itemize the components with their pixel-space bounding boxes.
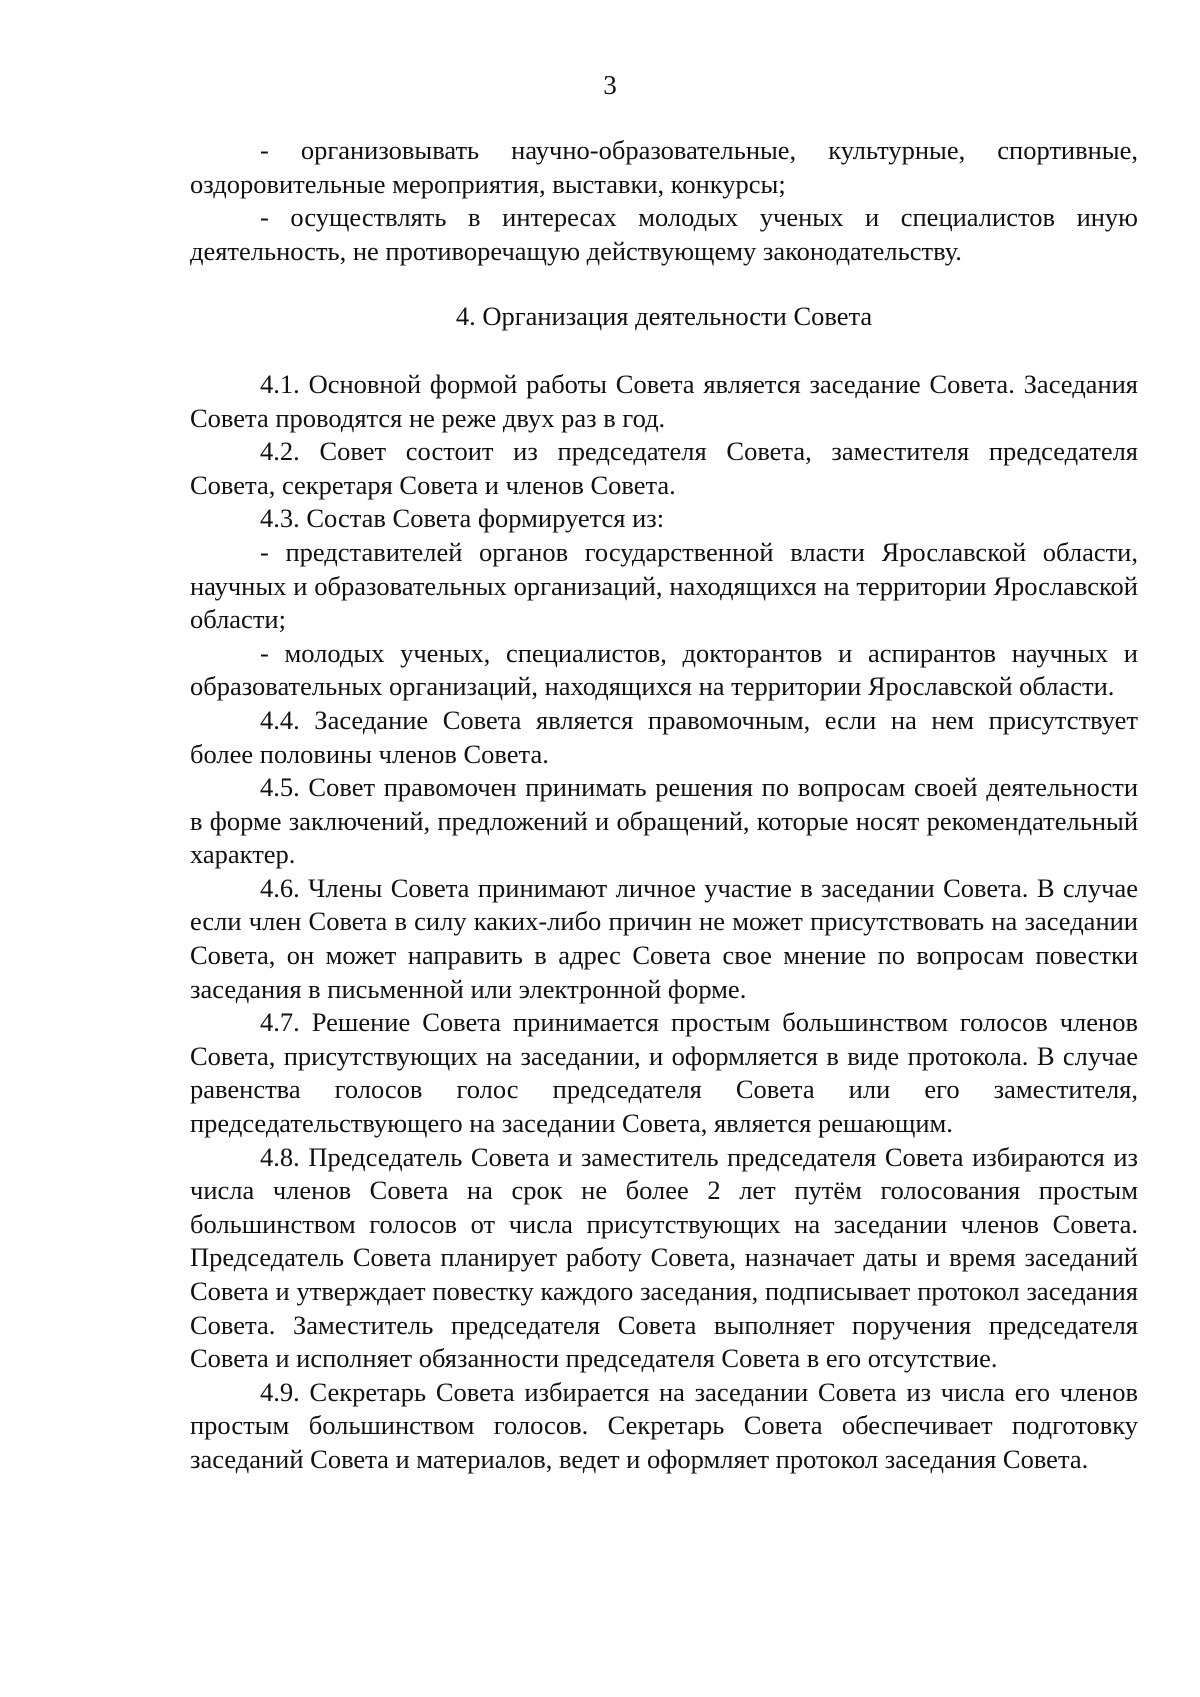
- paragraph-4-2: 4.2. Совет состоит из председателя Совета, заместителя председателя Совета, секретаря Совета и членов Совета.: [190, 436, 1138, 500]
- paragraph-4-4: 4.4. Заседание Совета является правомочным, если на нем присутствует более половины членов Совета.: [190, 704, 1138, 769]
- paragraph-4-3: 4.3. Состав Совета формируется из:: [260, 503, 665, 534]
- paragraph-intro-2: - осуществлять в интересах молодых ученых и специалистов иную деятельность, не противоречащую действующему законодательству.: [190, 202, 1138, 266]
- paragraph-4-3-item-2: - молодых ученых, специалистов, докторантов и аспирантов научных и образовательных организаций, находящихся на территории Ярославской области.: [190, 637, 1138, 702]
- paragraph-4-7: 4.7. Решение Совета принимается простым большинством голосов членов Совета, присутствующих на заседании, и оформляется в виде протокола. В случае равенства голосов голос председателя Совета или его заместителя, председательствующего на заседании Совета, является решающим.: [190, 1007, 1138, 1139]
- paragraph-4-8: 4.8. Председатель Совета и заместитель председателя Совета избираются из числа членов Совета на срок не более 2 лет путём голосования простым большинством голосов от числа присутствующих на заседании членов Совета. Председатель Совета планирует работу Совета, назначает даты и время заседаний Совета и утверждает повестку каждого заседания, подписывает протокол заседания Совета. Заместитель председателя Совета выполняет поручения председателя Совета и исполняет обязанности председателя Совета в его отсутствие.: [190, 1141, 1138, 1374]
- document-body: [190, 134, 1138, 1477]
- paragraph-4-3-item-1: - представителей органов государственной власти Ярославской области, научных и образовательных организаций, находящихся на территории Ярославской области;: [190, 536, 1138, 635]
- section-heading: 4. Организация деятельности Совета: [455, 301, 873, 332]
- paragraph-intro-1: - организовывать научно-образовательные, культурные, спортивные, оздоровительные мероприятия, выставки, конкурсы;: [190, 135, 1138, 199]
- paragraph-4-6: 4.6. Члены Совета принимают личное участие в заседании Совета. В случае если член Совета в силу каких-либо причин не может присутствовать на заседании Совета, он может направить в адрес Совета свое мнение по вопросам повестки заседания в письменной или электронной форме.: [190, 872, 1138, 1004]
- paragraph-4-5: 4.5. Совет правомочен принимать решения по вопросам своей деятельности в форме заключений, предложений и обращений, которые носят рекомендательный характер.: [190, 772, 1138, 870]
- paragraph-4-9: 4.9. Секретарь Совета избирается на заседании Совета из числа его членов простым большинством голосов. Секретарь Совета обеспечивает подготовку заседаний Совета и материалов, ведет и оформляет протокол заседания Совета.: [190, 1376, 1138, 1474]
- paragraph-4-1: 4.1. Основной формой работы Совета является заседание Совета. Заседания Совета проводятся не реже двух раз в год.: [190, 368, 1138, 433]
- page-number: 3: [603, 70, 617, 100]
